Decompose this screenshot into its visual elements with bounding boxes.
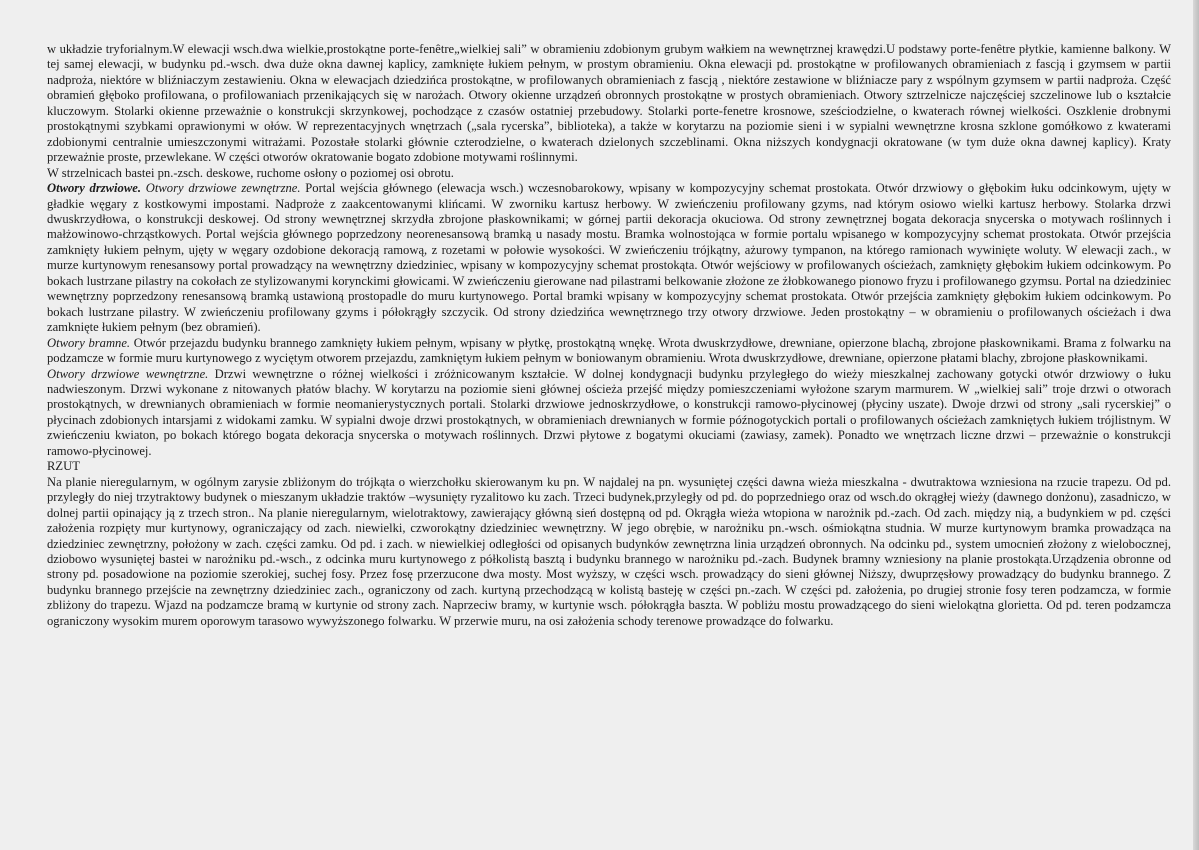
paragraph (47, 42, 1171, 166)
paragraph (47, 166, 1171, 181)
text-run: Portal wejścia głównego (elewacja wsch.) wczesnobarokowy, wpisany w kompozycyjny schemat prostokata. Otwór drzwiowy o głębokim łuku odcinkowym, ujęty w gładkie węgary z kostkowymi impostami. Nadproże z zaakcentowanymi klińcami. W zworniku kartusz herbowy. W zwieńczeniu profilowany gzyms, nad którym osiowo wielki kartusz herbowy. Stolarka drzwi dwuskrzydłowa, o konstrukcji deskowej. Od strony wewnętrznej skrzydła zbrojone płaskownikami; w górnej partii dekoracja okuciowa. Od strony zewnętrznej bogata dekoracja snycerska o motywach roślinnych i małżowinowo-chrząstkowych. Portal wejścia głównego poprzedzony neorenesansową bramką u nasady mostu. Bramka wolnostojąca w formie portalu wpisanego w kompozycyjny schemat prostokata. Otwór przejścia zamknięty łukiem pełnym, ujęty w węgary ozdobione dekoracją ramową, z rozetami w połowie wysokości. W zwieńczeniu trójkątny, ażurowy tympanon, na którego ramionach wywinięte woluty. W elewacji zach., w murze kurtynowym renesansowy portal prowadzący na wewnętrzny dziedziniec, wpisany w kompozycyjny schemat prostokąta. Otwór wejściowy w profilowanych ościeżach, zamknięty głębokim łukiem odcinkowym. Po bokach lustrzane pilastry na cokołach ze stylizowanymi korynckimi głowicami. W zwieńczeniu gierowane nad pilastrami belkowanie złożone ze żłobkowanego pionowo fryzu i profilowanego gzymsu. Portal na dziedziniec wewnętrzny poprzedzony renesansową bramką ustawioną prostopadle do muru kurtynowego. Portal bramki wpisany w kompozycyjny schemat prostokata. Otwór przejścia zamknięty głębokim łukiem odcinkowym. Po bokach lustrzane pilastry. W zwieńczeniu profilowany gzyms i półokrągły szczycik. Od strony dziedzińca wewnętrznego trzy otwory drzwiowe. Jeden prostokątny – w obramieniu o profilowanych ościeżach i dwa zamknięte łukiem pełnym (bez obramień). (47, 181, 1171, 335)
paragraph (47, 459, 1171, 474)
text-run: Drzwi wewnętrzne o różnej wielkości i zróżnicowanym kształcie. W dolnej kondygnacji budynku przyległego do wieży mieszkalnej zachowany gotycki otwór drzwiowy o łuku nadwieszonym. Drzwi wykonane z nitowanych płatów blachy. W korytarzu na poziomie sieni głównej ościeża przejść między pomieszczeniami wyłożone szarym marmurem. W „wielkiej sali” troje drzwi o otworach prostokątnych, w drewnianych obramieniach w formie neomanierystycznych portali. Stolarki drzwiowe jednoskrzydłowe, o konstrukcji ramowo-płycinowej (płyciny uszate). Dwoje drzwi od strony „sali rycerskiej” o płycinach zdobionych intarsjami z widokami zamku. W sypialni dwoje drzwi prostokątnych, w obramieniach drewnianych w formie późnogotyckich portali o profilowanych ościeżach zamkniętych łukiem trójlistnym. W zwieńczeniu kwiaton, po bokach którego bogata dekoracja snycerska o motywach roślinnych. Drzwi płytowe z bogatymi okuciami (zawiasy, zamek). Ponadto we wnętrzach liczne drzwi – przeważnie o konstrukcji ramowo-płycinowej. (47, 366, 1171, 458)
text-run: w układzie tryforialnym.W elewacji wsch.dwa wielkie,prostokątne porte-fenêtre„wielkiej sali” w obramieniu zdobionym grubym wałkiem na wewnętrznej krawędzi.U podstawy porte-fenêtre płytkie, kamienne balkony. W tej samej elewacji, w budynku pd.-wsch. dwa duże okna dawnej kaplicy, zamknięte łukiem pełnym, w prostym obramieniu. Okna elewacji pd. prostokątne w profilowanych obramieniach z fascją i gzymsem w partii nadproża, niektóre w bliźniaczym zestawieniu. Okna w elewacjach dziedzińca prostokątne, w profilowanych obramieniach z fascją , niektóre zestawione w bliźniacze pary z wspólnym gzymsem w partii nadproża. Część obramień głęboko profilowana, o profilowaniach przenikających się w narożach. Otwory okienne urządzeń obronnych prostokątne w prostych obramieniach. Otwory sztrzelnicze najczęściej szczelinowe lub o kształcie kluczowym. Stolarki okienne przeważnie o konstrukcji skrzynkowej, pochodzące z czasów ostatniej przebudowy. Stolarki porte-fenetre krosnowe, sześciodzielne, o kwaterach równej wielkości. Oszklenie drobnymi prostokątnymi szybkami oprawionymi w ołów. W reprezentacyjnych wnętrzach („sala rycerska”, biblioteka), a także w korytarzu na poziomie sieni i w sypialni wewnętrzne krosna szklone gomółkowo z kwaterami zdobionymi centralnie umieszczonymi witrażami. Pozostałe stolarki głównie czterodzielne, o kwaterach dzielonych szczeblinami. Okna niższych kondygnacji okratowane (w tym duże okna dawnej kaplicy). Kraty przeważnie proste, przewlekane. W części otworów okratowanie bogato zdobione motywami roślinnymi. (47, 42, 1171, 165)
heading-run: Otwory bramne. (47, 335, 131, 350)
document-body (47, 42, 1171, 629)
text-run: Na planie nieregularnym, w ogólnym zarysie zbliżonym do trójkąta o wierzchołku skierowanym ku pn. W najdalej na pn. wysuniętej części dawna wieża mieszkalna - dwutraktowa wzniesiona na rzucie trapezu. Od pd. przyległy do niej trzytraktowy budynek o mieszanym układzie traktów –wysunięty ryzalitowo ku zach. Trzeci budynek,przyległy od pd. do poprzedniego oraz od wsch.do okrągłej wieży (dawnego donżonu), zasadniczo, w dolnej partii opinający ją z trzech stron.. Na planie nieregularnym, wielotraktowy, zawierający główną sień dostępną od pd. Okrągła wieża wtopiona w narożnik pd.-zach. Od zach. między nią, a budynkiem w pd. części założenia rozpięty mur kurtynowy, ograniczający od zach. niewielki, czworokątny dziedziniec wewnętrzny. W jego obrębie, w narożniku pn.-wsch. ośmiokątna studnia. W murze kurtynowym bramka prowadząca na dziedziniec zewnętrzny, położony w zach. części zamku. Od pd. i zach. w niewielkiej odległości od opisanych budynków zewnętrzna linia urządzeń obronnych. Na odcinku pd., system umocnień złożony z wielobocznej, dziobowo wysuniętej bastei w narożniku pd.-wsch., z odcinka muru kurtynowego z półkolistą basztą i budynku brannego w narożniku pd.-zach. Budynek bramny wzniesiony na planie prostokąta.Urządzenia obronne od strony pd. posadowione na poziomie szerokiej, suchej fosy. Przez fosę przerzucone dwa mosty. Most wyższy, w części wsch. prowadzący do sieni głównej Niższy, dwuprzęsłowy prowadzący do budynku brannego. Z budynku brannego przejście na zewnętrzny dziedziniec zach., ograniczony od zach. kurtyną przechodzącą w kolistą basteję w części pn.-zach. W części pd. założenia, po drugiej stronie fosy teren podzamcza, w formie zbliżony do trapezu. Wjazd na podzamcze bramą w kurtynie od strony zach. Naprzeciw bramy, w kurtynie wsch. półokrągła baszta. W pobliżu mostu prowadzącego do sieni wielokątna glorietta. Od pd. teren podzamcza ograniczony wysokim murem oporowym tarasowo wywyższonego folwarku. W przerwie muru, na osi założenia schody terenowe prowadzące do folwarku. (47, 474, 1171, 628)
paragraph (47, 475, 1171, 630)
text-run: Otwór przejazdu budynku brannego zamknięty łukiem pełnym, wpisany w płytkę, prostokątną wnękę. Wrota dwuskrzydłowe, drewniane, opierzone blachą, zbrojone płaskownikami. Brama z folwarku na podzamcze w formie muru kurtynowego z wyciętym otworem przejazdu, zamkniętym łukiem pełnym w boniowanym obramieniu. Wrota dwuskrzydłowe, drewniane, opierzone płatami blachy, zbrojone płaskownikami. (47, 335, 1171, 366)
text-run: RZUT (47, 459, 80, 474)
heading-run: Otwory drzwiowe. (47, 181, 141, 196)
heading-run: Otwory drzwiowe zewnętrzne. (145, 181, 301, 196)
heading-run: Otwory drzwiowe wewnętrzne. (47, 366, 209, 381)
paragraph (47, 367, 1171, 460)
page-edge (1193, 0, 1199, 850)
text-run: W strzelnicach bastei pn.-zsch. deskowe, ruchome osłony o poziomej osi obrotu. (47, 165, 454, 180)
paragraph (47, 181, 1171, 336)
paragraph (47, 336, 1171, 367)
